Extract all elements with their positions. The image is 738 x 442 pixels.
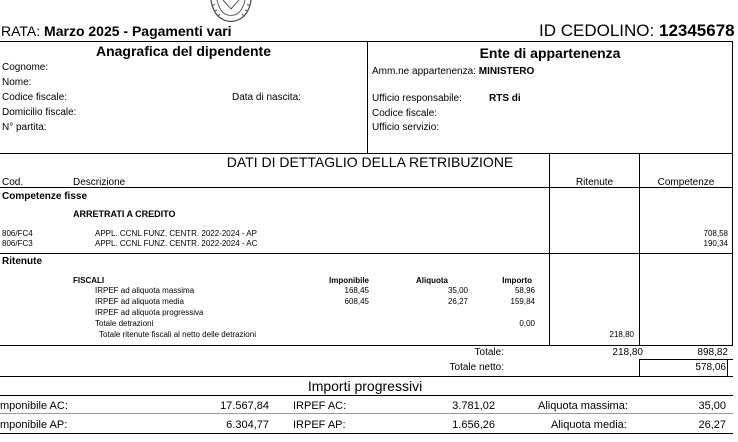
cognome-label: Cognome: — [2, 62, 49, 73]
fiscali-aliquota: 35,00 — [447, 286, 468, 295]
progressivi-value: 35,00 — [698, 400, 726, 412]
arretrati-label: ARRETRATI A CREDITO — [73, 209, 176, 219]
fiscali-importo: 0,00 — [519, 319, 535, 328]
progressivi-value: 6.304,77 — [226, 419, 269, 431]
progressivi-value: 17.567,84 — [220, 400, 269, 412]
progressivi-label: Aliquota media: — [551, 419, 627, 431]
totale-ritenute: 218,80 — [612, 347, 643, 358]
partita-label: N° partita: — [2, 122, 47, 133]
fiscali-totale-value: 218,80 — [609, 330, 634, 339]
progressivi-label: mponibile AP: — [0, 419, 68, 431]
totale-label: Totale: — [474, 347, 504, 358]
servizio-label: Ufficio servizio: — [372, 122, 440, 133]
amm-label: Amm.ne appartenenza: — [372, 66, 476, 77]
row-competenze: 708,58 — [703, 229, 728, 238]
rata-value: Marzo 2025 - Pagamenti vari — [44, 23, 232, 39]
divider — [0, 345, 733, 346]
divider — [0, 413, 733, 414]
divider — [639, 359, 733, 360]
fiscali-importo: 58,96 — [514, 286, 535, 295]
fiscali-imponibile: 168,45 — [344, 286, 369, 295]
progressivi-value: 3.781,02 — [452, 400, 495, 412]
divider — [0, 376, 733, 377]
row-cod: 806/FC3 — [2, 239, 33, 248]
fiscali-desc: IRPEF ad aliquota massima — [95, 286, 195, 295]
progressivi-label: Aliquota massima: — [538, 400, 628, 412]
fiscali-totale-label: Totale ritenute fiscali al netto delle detrazioni — [99, 330, 256, 339]
divider — [0, 433, 733, 434]
ritenute-label: Ritenute — [2, 256, 42, 267]
divider — [0, 253, 733, 254]
fiscali-importo: 159,84 — [510, 297, 535, 306]
ufficio-label: Ufficio responsabile: — [372, 93, 462, 104]
row-desc: APPL. CCNL FUNZ. CENTR. 2022-2024 - AC — [95, 239, 258, 248]
row-desc: APPL. CCNL FUNZ. CENTR. 2022-2024 - AP — [95, 229, 257, 238]
codice-fiscale-label: Codice fiscale: — [2, 92, 68, 103]
divider — [732, 41, 733, 153]
col-ritenute-header: Ritenute — [575, 177, 614, 188]
fiscali-desc: IRPEF ad aliquota progressiva — [95, 308, 204, 317]
fiscali-desc: IRPEF ad aliquota media — [95, 297, 184, 306]
amm-value: MINISTERO — [478, 66, 535, 77]
col-desc-header: Descrizione — [73, 177, 126, 188]
id-cedolino — [539, 21, 735, 41]
domicilio-label: Domicilio fiscale: — [2, 107, 77, 118]
amm-line — [372, 66, 534, 77]
row-competenze: 190,34 — [703, 239, 728, 248]
ente-title: Ente di appartenenza — [479, 45, 621, 61]
progressivi-title: Importi progressivi — [307, 378, 423, 394]
totale-netto-value: 578,06 — [695, 362, 726, 373]
progressivi-value: 26,27 — [698, 419, 726, 431]
divider — [639, 359, 640, 376]
fiscali-label: FISCALI — [73, 276, 105, 285]
progressivi-label: mponibile AC: — [0, 400, 68, 412]
rata-line — [1, 23, 232, 39]
totale-netto-label: Totale netto: — [449, 362, 504, 373]
id-label: ID CEDOLINO: — [539, 21, 655, 40]
col-imponibile-header: Imponibile — [329, 276, 369, 285]
row-cod: 806/FC4 — [2, 229, 33, 238]
rata-prefix: RATA: — [1, 23, 41, 39]
col-importo-header: Importo — [502, 276, 532, 285]
progressivi-label: IRPEF AC: — [293, 400, 347, 412]
divider — [732, 153, 733, 345]
competenze-fisse-label: Competenze fisse — [2, 191, 88, 202]
progressivi-value: 1.656,26 — [452, 419, 495, 431]
data-nascita-label: Data di nascita: — [232, 92, 301, 103]
anagrafica-title: Anagrafica del dipendente — [95, 43, 272, 59]
fiscali-desc: Totale detrazioni — [95, 319, 154, 328]
id-value: 12345678 — [658, 21, 735, 40]
ente-cf-label: Codice fiscale: — [372, 108, 438, 119]
col-cod-header: Cod. — [2, 177, 24, 188]
emblem-icon — [208, 0, 254, 24]
col-competenze-header: Competenze — [657, 177, 715, 188]
divider — [0, 395, 733, 396]
totale-competenze: 898,82 — [697, 347, 728, 358]
fiscali-aliquota: 26,27 — [447, 297, 468, 306]
progressivi-label: IRPEF AP: — [293, 419, 346, 431]
dettaglio-title: DATI DI DETTAGLIO DELLA RETRIBUZIONE — [226, 154, 514, 170]
nome-label: Nome: — [2, 77, 32, 88]
ufficio-value: RTS di — [489, 93, 521, 104]
fiscali-imponibile: 608,45 — [344, 297, 369, 306]
col-aliquota-header: Aliquota — [416, 276, 448, 285]
divider — [727, 359, 728, 376]
